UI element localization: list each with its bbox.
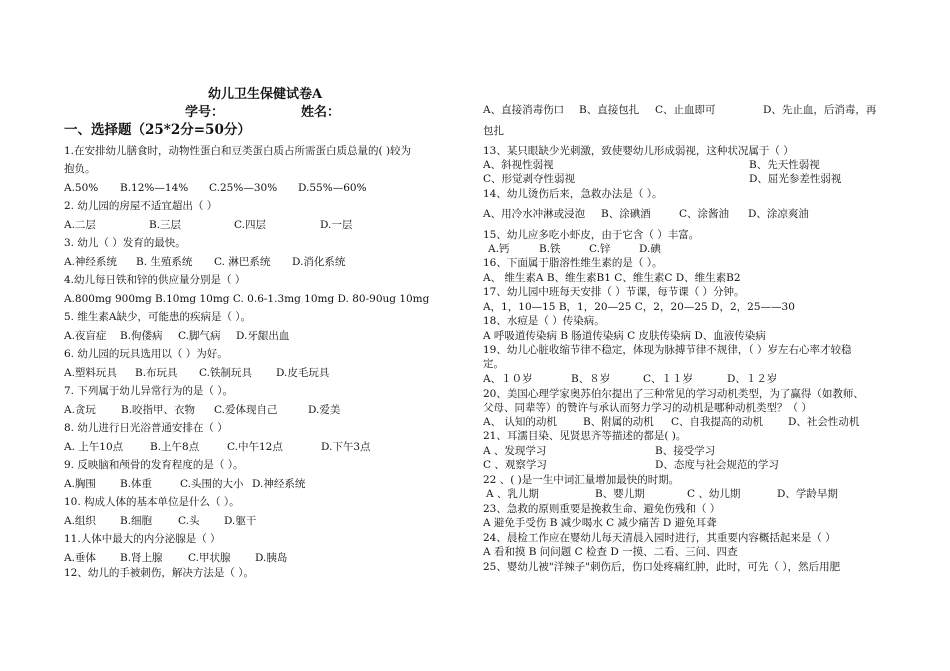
q10-option-a: A.组织: [64, 515, 96, 527]
section-heading: 一、选择题（25*2分=50分）: [64, 122, 251, 138]
q17-options: A，1，10—15 B，1，20—25 C，2，20—25 D，2，25——30: [483, 301, 795, 313]
q7-option-c: C.爱体现自己: [214, 404, 278, 416]
q11-option-c: C.甲状腺: [188, 552, 231, 564]
q3-option-c: C. 淋巴系统: [214, 256, 271, 268]
q9-option-c: C.头围的大小: [180, 478, 244, 490]
question-17: 17、幼儿园中班每天安排（ ）节课，每节课（ ）分钟。: [483, 286, 745, 298]
q13-option-a: A、斜视性弱视: [483, 159, 554, 171]
q13-option-b: B、先天性弱视: [749, 159, 820, 171]
question-15: 15、幼儿应多吃小虾皮，由于它含（ ）丰富。: [483, 229, 700, 241]
q19-option-a: A、１０岁: [483, 373, 533, 385]
question-3: 3. 幼儿（ ）发育的最快。: [64, 237, 186, 249]
q1-option-b: B.12%—14%: [120, 182, 189, 194]
q10-option-d: D.躯干: [224, 515, 257, 527]
q1-option-c: C.25%—30%: [209, 182, 278, 194]
q14-option-c: C、涂酱油: [679, 208, 730, 220]
q20-option-c: C、自我提高的动机: [671, 416, 764, 428]
question-1: 1.在安排幼儿膳食时，动物性蛋白和豆类蛋白质占所需蛋白质总量的( )较为: [64, 145, 412, 157]
q6-option-a: A.塑料玩具: [64, 367, 117, 379]
q8-option-d: D.下午3点: [321, 441, 371, 453]
q22-option-d: D、学龄早期: [777, 488, 838, 500]
q3-option-a: A.神经系统: [64, 256, 117, 268]
question-12: 12、幼儿的手被刺伤，解决方法是（ ）。: [64, 567, 254, 579]
page-title: 幼儿卫生保健试卷A: [208, 87, 323, 102]
question-10: 10. 构成人体的基本单位是什么（ ）。: [64, 496, 240, 508]
q9-option-a: A.胸围: [64, 478, 96, 490]
q3-option-d: D.消化系统: [292, 256, 346, 268]
q22-option-a: A 、乳儿期: [486, 488, 539, 500]
question-8: 8. 幼儿进行日光浴普通安排在（ ）: [64, 422, 228, 434]
q15-option-d: D.碘: [639, 243, 661, 255]
question-24: 24、晨检工作应在婴幼儿每天清晨入园时进行，其重要内容概括起来是（ ）: [483, 532, 836, 544]
q22-option-c: C 、幼儿期: [687, 488, 741, 500]
q5-option-c: C.脚气病: [178, 330, 221, 342]
question-20-cont: 父母、同辈等）的赞许与承认而努力学习的动机是哪种动机类型？（ ）: [483, 402, 812, 414]
q12-option-b: B、直接包扎: [579, 104, 640, 116]
q10-option-b: B.细胞: [120, 515, 153, 527]
question-20: 20、美国心理学家奥苏伯尔提出了三种常见的学习动机类型，为了赢得（如教师、: [483, 388, 864, 400]
q14-option-d: D、涂凉爽油: [748, 208, 809, 220]
q5-option-a: A.夜盲症: [64, 330, 107, 342]
q21-option-d: D、态度与社会规范的学习: [655, 459, 779, 471]
q14-option-a: A、用冷水冲淋或浸泡: [483, 208, 586, 220]
question-13: 13、某只眼缺少光刺激，致使婴幼儿形成弱视，这种状况属于（ ）: [483, 145, 794, 157]
question-22: 22 、( )是一生中词汇量增加最快的时期。: [483, 474, 680, 486]
q7-option-b: B.咬指甲、衣物: [121, 404, 196, 416]
question-6: 6. 幼儿园的玩具选用以（ ）为好。: [64, 348, 228, 360]
q19-option-c: C、１１岁: [643, 373, 694, 385]
q20-option-a: A、 认知的动机: [483, 416, 557, 428]
question-9: 9. 反映脑和颅骨的发育程度的是（ ）。: [64, 459, 244, 471]
q3-option-b: B. 生殖系统: [136, 256, 193, 268]
q19-option-d: D、１２岁: [727, 373, 778, 385]
q11-option-d: D.胰岛: [255, 552, 288, 564]
q19-option-b: B、８岁: [571, 373, 611, 385]
question-23: 23、急救的原则重要是挽救生命、避免伤残和（ ）: [483, 503, 721, 515]
q15-option-b: B.铁: [539, 243, 561, 255]
q10-option-c: C.头: [178, 515, 200, 527]
q15-option-a: A.钙: [488, 243, 510, 255]
q6-option-c: C.铁制玩具: [199, 367, 252, 379]
q8-option-b: B.上午8点: [150, 441, 200, 453]
q2-option-b: B.三层: [149, 219, 182, 231]
q1-option-d: D.55%—60%: [298, 182, 367, 194]
q5-option-d: D.牙龈出血: [236, 330, 290, 342]
question-4: 4.幼儿每日铁和锌的供应量分别是（ ）: [64, 274, 246, 286]
q13-option-d: D、屈光参差性弱视: [749, 173, 842, 185]
q16-options: A、 维生素A B、维生素B1 C、维生素C D、维生素B2: [483, 272, 741, 284]
question-11: 11.人体中最大的内分泌腺是（ ）: [64, 533, 221, 545]
q23-options: A 避免手受伤 B 减少喝水 C 减少痛苦 D 避免耳聋: [483, 517, 717, 529]
q14-option-b: B、涂碘酒: [601, 208, 651, 220]
question-2: 2. 幼儿园的房屋不适宜超出（ ）: [64, 200, 218, 212]
q21-option-b: B、接受学习: [655, 445, 716, 457]
q11-option-b: B.肾上腺: [120, 552, 163, 564]
q9-option-b: B.体重: [120, 478, 153, 490]
q12-option-c: C、止血即可: [655, 104, 716, 116]
question-16: 16、下面属于脂溶性维生素的是（ ）。: [483, 257, 663, 269]
q7-option-d: D.爱美: [308, 404, 341, 416]
q12-option-a: A、直接消毒伤口: [483, 104, 565, 116]
q20-option-b: B、附属的动机: [583, 416, 654, 428]
question-5: 5. 维生素A缺少，可能患的疾病是（ ）。: [64, 311, 252, 323]
question-14: 14、幼儿烫伤后来，急救办法是（ ）。: [483, 188, 663, 200]
q15-option-c: C.锌: [589, 243, 611, 255]
q2-option-a: A.二层: [64, 219, 96, 231]
question-19-cont: 定。: [483, 358, 504, 370]
q8-option-c: C.中午12点: [227, 441, 283, 453]
q7-option-a: A.贪玩: [64, 404, 96, 416]
question-1-cont: 抱负。: [64, 163, 96, 175]
q9-option-d: D.神经系统: [252, 478, 306, 490]
q22-option-b: B、婴儿期: [595, 488, 645, 500]
q18-options: A 呼吸道传染病 B 肠道传染病 C 皮肤传染病 D、血液传染病: [483, 330, 766, 342]
question-21: 21、耳濡目染、见贤思齐等描述的都是( )。: [483, 430, 687, 442]
q12-option-d: D、先止血，后消毒，再: [763, 104, 877, 116]
q4-options: A.800mg 900mg B.10mg 10mg C. 0.6-1.3mg 10mg D. 80-90ug 10mg: [64, 293, 430, 305]
q8-option-a: A. 上午10点: [64, 441, 124, 453]
name-label: 姓名：: [301, 105, 341, 120]
q1-option-a: A.50%: [64, 182, 99, 194]
q2-option-c: C.四层: [234, 219, 266, 231]
question-19: 19、幼儿心脏收缩节律不稳定，体现为脉搏节律不规律，（ ）岁左右心率才较稳: [483, 344, 852, 356]
q6-option-d: D.皮毛玩具: [276, 367, 330, 379]
q12-option-d-cont: 包扎: [483, 125, 504, 137]
question-18: 18、水痘是（ ）传染病。: [483, 315, 605, 327]
student-id-label: 学号：: [185, 105, 225, 120]
q5-option-b: B.佝偻病: [120, 330, 163, 342]
question-25: 25、婴幼儿被"洋辣子"刺伤后，伤口处疼痛红肿，此时，可先（ ），然后用肥: [483, 561, 841, 573]
q2-option-d: D.一层: [320, 219, 353, 231]
q21-option-c: C 、观察学习: [483, 459, 547, 471]
q13-option-c: C、形觉剥夺性弱视: [483, 173, 576, 185]
q6-option-b: B.布玩具: [135, 367, 178, 379]
q24-options: A 看和摸 B 问问题 C 检查 D 一摸、二看、三问、四查: [483, 546, 738, 558]
question-7: 7. 下列属于幼儿异常行为的是（ ）。: [64, 385, 233, 397]
q20-option-d: D、社会性动机: [788, 416, 860, 428]
q21-option-a: A 、发现学习: [483, 445, 547, 457]
q11-option-a: A.垂体: [64, 552, 96, 564]
